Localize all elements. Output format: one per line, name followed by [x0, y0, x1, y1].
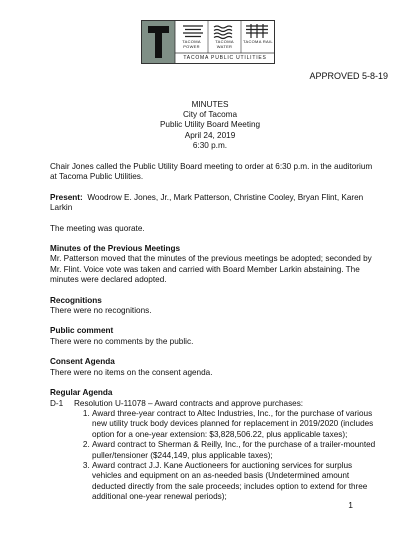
minutes-text: Mr. Patterson moved that the minutes of the previous meetings be adopted; seconded by Mr. Flint. Voice vote was taken and carried with Board Member Larkin abstaining. The minutes were declared adopted.: [50, 254, 372, 285]
list-item: 1. Award three-year contract to Altec Industries, Inc., for the purchase of various new utility truck body devices planned for replacement in 2019/2020 (includes option for a one-year extension: $3,828,506.22, plus applicable taxes);: [92, 409, 380, 440]
consent-agenda-section: [50, 357, 380, 378]
minutes-body: [50, 162, 380, 503]
regular-agenda-heading: Regular Agenda: [50, 388, 113, 398]
header-date: April 24, 2019: [184, 130, 236, 140]
agenda-subitems: [74, 409, 380, 503]
list-item: 2. Award contract to Sherman & Reilly, Inc., for the purchase of a trailer-mounted puller/tensioner ($244,149, plus applicable taxes);: [92, 440, 380, 461]
logo-name: TACOMA PUBLIC UTILITIES: [183, 55, 267, 61]
agenda-item-number: D-1: [50, 398, 64, 408]
quorate-paragraph: The meeting was quorate.: [50, 223, 145, 233]
logo-unit-water: TACOMA WATER: [215, 39, 234, 49]
minutes-heading: Minutes of the Previous Meetings: [50, 244, 181, 254]
present-names: Woodrow E. Jones, Jr., Mark Patterson, Christine Cooley, Bryan Flint, Karen Larkin: [50, 192, 364, 213]
public-comment-section: [50, 326, 380, 347]
public-comment-text: There were no comments by the public.: [50, 336, 194, 346]
agenda-item-text: Resolution U-11078 – Award contracts and approve purchases:: [74, 398, 304, 408]
header-board: Public Utility Board Meeting: [159, 120, 261, 130]
recognitions-section: [50, 296, 380, 317]
recognitions-text: There were no recognitions.: [50, 306, 152, 316]
agenda-item: [50, 399, 380, 503]
agenda-item-body: [74, 399, 380, 503]
consent-agenda-heading: Consent Agenda: [50, 357, 115, 367]
logo-unit-power: TACOMA POWER: [182, 39, 201, 49]
present-paragraph: [50, 193, 380, 214]
document-header: [0, 100, 420, 151]
header-time: 6:30 p.m.: [192, 140, 228, 150]
logo-unit-rail: TACOMA RAIL: [243, 39, 273, 44]
consent-agenda-text: There were no items on the consent agenda.: [50, 367, 213, 377]
intro-paragraph: Chair Jones called the Public Utility Board meeting to order at 6:30 p.m. in the auditorium at Tacoma Public Utilities.: [50, 162, 373, 182]
header-city: City of Tacoma: [183, 110, 237, 120]
approved-stamp: APPROVED 5-8-19: [309, 71, 388, 81]
public-comment-heading: Public comment: [50, 326, 114, 336]
header-title: MINUTES: [191, 100, 229, 109]
page-number: 1: [348, 500, 353, 510]
list-item: 3. Award contract J.J. Kane Auctioneers for auctioning services for surplus vehicles and equipment on an as-needed basis (Undetermined amount deducted directly from the sale proceeds; includes option to extend for three additional one-year renewal periods);: [92, 461, 380, 503]
present-label: Present:: [50, 192, 83, 202]
minutes-section: [50, 244, 380, 286]
tacoma-public-utilities-logo: [141, 20, 275, 64]
regular-agenda-section: [50, 388, 380, 502]
recognitions-heading: Recognitions: [50, 295, 102, 305]
